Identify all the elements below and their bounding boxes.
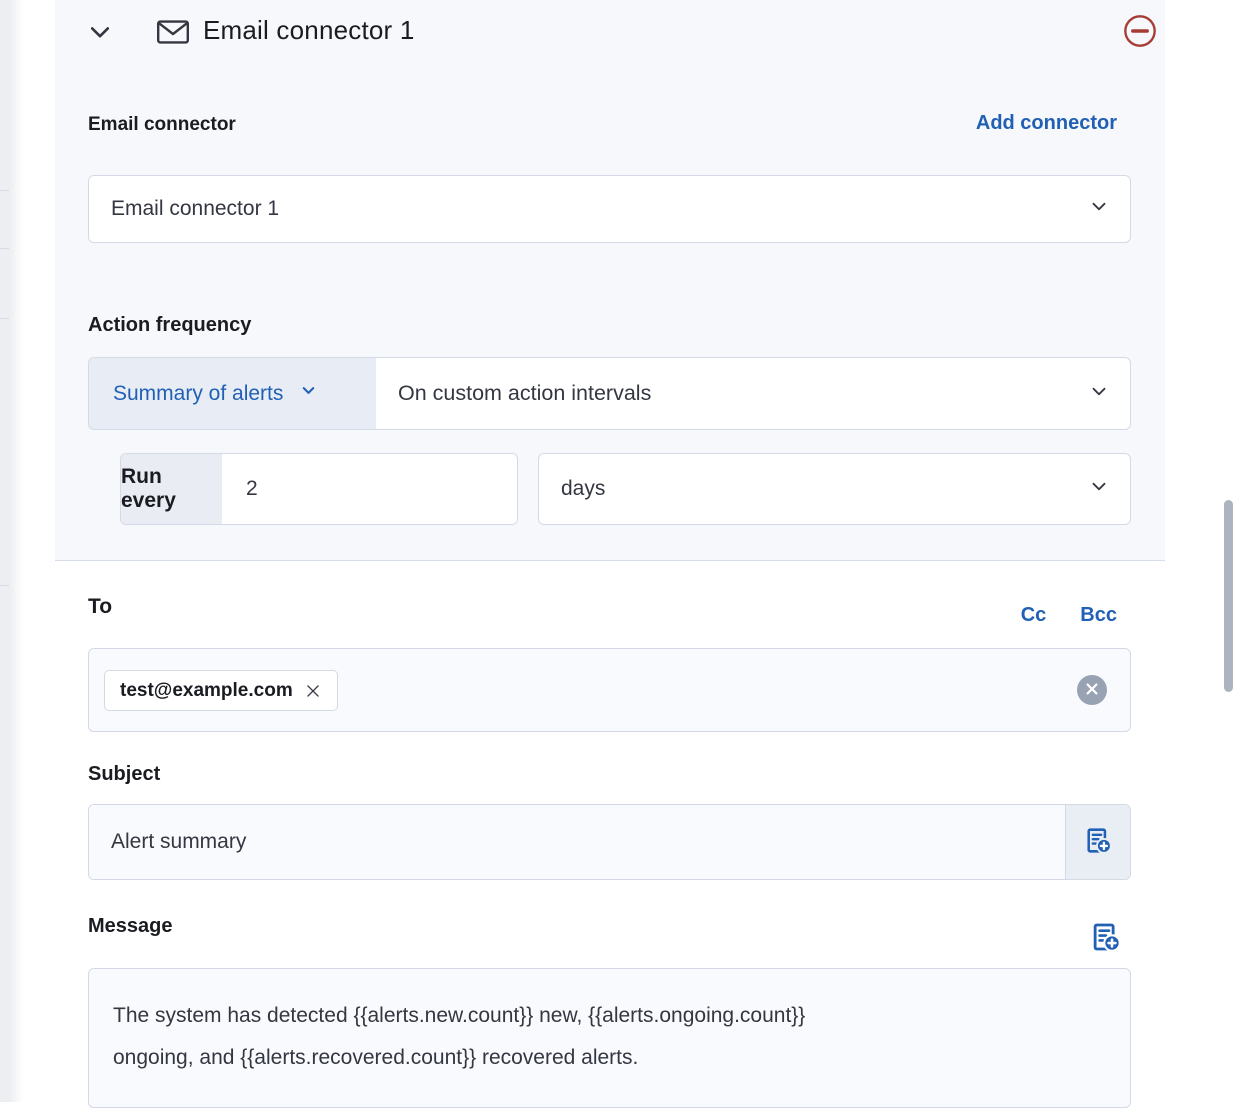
message-textarea[interactable] — [88, 968, 1131, 1108]
divider — [0, 190, 9, 191]
connector-select-value: Email connector 1 — [111, 197, 280, 220]
remove-recipient-button[interactable] — [304, 682, 322, 700]
add-variable-icon — [1091, 940, 1121, 955]
add-variable-icon — [1085, 827, 1112, 857]
add-variable-button[interactable] — [1089, 921, 1123, 955]
action-frequency-label: Action frequency — [88, 314, 252, 336]
chevron-down-icon — [1088, 196, 1110, 223]
clear-recipients-button[interactable] — [1077, 675, 1107, 705]
run-every-unit-select[interactable] — [538, 453, 1131, 525]
divider — [0, 318, 9, 319]
interval-type-select[interactable] — [376, 358, 1130, 429]
recipient-tag — [104, 670, 338, 711]
interval-type-value: On custom action intervals — [398, 381, 652, 405]
chevron-down-icon — [1088, 380, 1110, 407]
add-variable-button[interactable] — [1065, 805, 1130, 879]
action-title: Email connector 1 — [203, 15, 415, 45]
notify-when-value: Summary of alerts — [113, 381, 284, 405]
add-connector-button[interactable]: Add connector — [975, 112, 1117, 134]
bcc-button[interactable]: Bcc — [1080, 604, 1117, 626]
subject-label: Subject — [88, 763, 161, 785]
chevron-down-icon — [87, 33, 113, 48]
connector-select[interactable] — [88, 175, 1131, 243]
action-frequency-control — [88, 357, 1131, 430]
run-every-label: Run every — [121, 454, 222, 524]
vertical-scrollbar-thumb[interactable] — [1224, 500, 1233, 692]
chevron-down-icon — [299, 381, 318, 406]
notify-when-button[interactable] — [89, 358, 376, 429]
cc-bcc-toggles — [1021, 604, 1117, 627]
recipient-tag-value: test@example.com — [120, 679, 293, 701]
divider — [0, 248, 9, 249]
cross-in-circle-icon — [1085, 682, 1099, 699]
cc-button[interactable]: Cc — [1020, 604, 1047, 626]
minus-circle-icon — [1123, 36, 1157, 51]
cross-icon — [304, 684, 322, 705]
remove-action-button[interactable] — [1122, 14, 1158, 50]
subject-field-group — [88, 804, 1131, 880]
subject-input[interactable] — [89, 805, 1065, 879]
email-connector-label: Email connector — [88, 114, 236, 135]
to-combobox[interactable] — [88, 648, 1131, 732]
accordion-collapse-button[interactable] — [86, 19, 114, 47]
divider — [0, 585, 9, 586]
envelope-icon — [155, 16, 191, 48]
run-every-unit-value: days — [561, 477, 606, 500]
chevron-down-icon — [1088, 476, 1110, 503]
run-every-group — [120, 453, 518, 525]
flyout-edge-shadow — [9, 0, 23, 1102]
to-label: To — [88, 595, 113, 618]
run-every-input[interactable] — [222, 454, 517, 524]
background-content-strip — [0, 0, 9, 1102]
message-label: Message — [88, 915, 173, 937]
